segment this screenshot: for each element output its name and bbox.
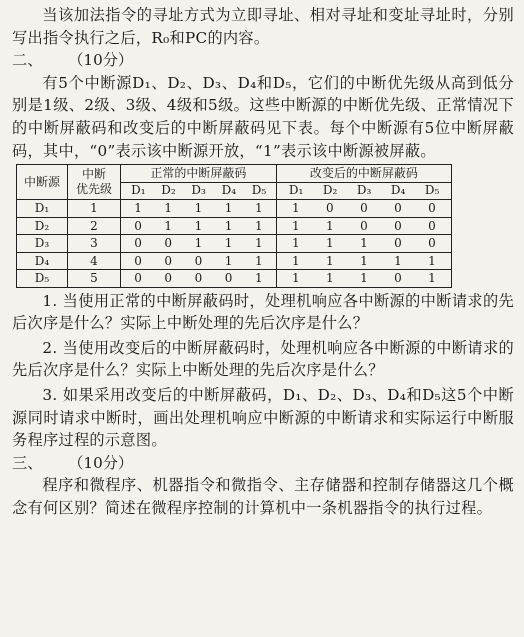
mask-bit: 1 (194, 201, 203, 216)
mask-bit: 0 (394, 271, 402, 286)
mask-bit: 1 (224, 236, 233, 251)
interrupt-mask-table (16, 164, 452, 288)
subheader-d3: D₃ (356, 183, 372, 198)
mask-bit: 0 (164, 236, 173, 251)
section-heading-2 (12, 49, 514, 72)
header-source: 中断源 (17, 165, 68, 200)
mask-bit: 0 (326, 201, 334, 216)
cell-source: D₁ (17, 200, 68, 218)
cell-priority: 4 (68, 252, 121, 270)
section-heading-3 (12, 452, 514, 475)
header-priority-line1: 中断 (81, 167, 106, 182)
mask-bit: 0 (164, 271, 173, 286)
subheader-d2: D₂ (322, 183, 338, 198)
question-2: 2. 当使用改变后的中断屏蔽码时，处理机响应各中断源的中断请求的先后次序是什么？实际上中断处理的先后次序是什么？ (12, 338, 514, 380)
subheader-d5: D₅ (424, 183, 440, 198)
header-priority (68, 165, 121, 200)
mask-bit: 1 (394, 253, 402, 268)
table-header-row (17, 165, 452, 183)
mask-bit: 1 (292, 253, 300, 268)
header-normal-mask: 正常的中断屏蔽码 (121, 165, 277, 183)
header-priority-line2: 优先级 (75, 182, 112, 197)
mask-bit: 1 (194, 218, 203, 233)
cell-changed-mask (276, 252, 451, 270)
cell-source: D₂ (17, 217, 68, 235)
cell-priority: 5 (68, 270, 121, 288)
subheader-d2: D₂ (161, 183, 176, 198)
mask-bit: 0 (194, 253, 203, 268)
mask-bit: 1 (360, 236, 368, 251)
mask-bit: 0 (360, 201, 368, 216)
mask-bit: 0 (224, 271, 233, 286)
mask-bit: 1 (326, 271, 334, 286)
mask-bit: 1 (134, 201, 142, 216)
cell-priority: 2 (68, 217, 121, 235)
mask-bit: 0 (394, 236, 402, 251)
paragraph-interrupt-intro: 有5个中断源D₁、D₂、D₃、D₄和D₅，它们的中断优先级从高到低分别是1级、2级、3级、4级和5级。这些中断源的中断优先级、正常情况下的中断屏蔽码和改变后的中断屏蔽码见下表。每个中断源有5位中断屏蔽码，其中，“0”表示该中断源开放，“1”表示该中断源被屏蔽。 (12, 73, 514, 160)
subheader-d4: D₄ (221, 183, 237, 198)
mask-bit: 0 (134, 271, 142, 286)
cell-priority: 1 (68, 200, 121, 218)
cell-normal-mask (121, 217, 277, 235)
section-number: 二、 (12, 51, 43, 70)
mask-bit: 1 (292, 236, 300, 251)
table-row (17, 252, 452, 270)
header-changed-mask: 改变后的中断屏蔽码 (276, 165, 451, 183)
mask-bit: 0 (134, 236, 142, 251)
cell-source: D₃ (17, 235, 68, 253)
mask-bit: 0 (394, 201, 402, 216)
mask-bit: 1 (360, 271, 368, 286)
question-3: 3. 如果采用改变后的中断屏蔽码，D₁、D₂、D₃、D₄和D₅这5个中断源同时请求中断时，画出处理机响应中断源的中断请求和实际运行中断服务程序过程的示意图。 (12, 386, 514, 450)
mask-bit: 0 (194, 271, 203, 286)
mask-bit: 1 (254, 236, 263, 251)
subheader-d5: D₅ (251, 183, 267, 198)
mask-bit: 1 (428, 271, 436, 286)
cell-normal-mask (121, 252, 277, 270)
section-number: 三、 (12, 453, 43, 472)
mask-bit: 1 (164, 218, 173, 233)
subheader-d4: D₄ (390, 183, 406, 198)
mask-bit: 0 (164, 253, 173, 268)
cell-source: D₅ (17, 270, 68, 288)
cell-changed-mask (276, 235, 451, 253)
mask-bit: 0 (394, 218, 402, 233)
mask-bit: 1 (326, 253, 334, 268)
table-row (17, 235, 452, 253)
cell-normal-mask (121, 270, 277, 288)
cell-priority: 3 (68, 235, 121, 253)
mask-bit: 1 (254, 253, 263, 268)
question-1: 1. 当使用正常的中断屏蔽码时，处理机响应各中断源的中断请求的先后次序是什么？实际上中断处理的先后次序是什么？ (12, 291, 514, 333)
subheader-changed (276, 182, 451, 200)
cell-changed-mask (276, 217, 451, 235)
mask-bit: 1 (326, 236, 334, 251)
mask-bit: 0 (428, 201, 436, 216)
table-row (17, 270, 452, 288)
mask-bit: 1 (428, 253, 436, 268)
subheader-d1: D₁ (131, 183, 146, 198)
mask-bit: 0 (428, 236, 436, 251)
mask-bit: 1 (292, 218, 300, 233)
cell-changed-mask (276, 200, 451, 218)
mask-bit: 1 (194, 236, 203, 251)
subheader-normal (121, 182, 277, 200)
subheader-d1: D₁ (288, 183, 304, 198)
paragraph-microprogram: 程序和微程序、机器指令和微指令、主存储器和控制存储器这几个概念有何区别？简述在微程序控制的计算机中一条机器指令的执行过程。 (12, 476, 514, 517)
mask-bit: 0 (134, 218, 142, 233)
mask-bit: 1 (254, 271, 263, 286)
table-row (17, 217, 452, 235)
mask-bit: 1 (224, 253, 233, 268)
table-row (17, 200, 452, 218)
mask-bit: 1 (224, 218, 233, 233)
mask-bit: 1 (164, 201, 173, 216)
cell-normal-mask (121, 200, 277, 218)
mask-bit: 1 (254, 201, 263, 216)
mask-bit: 1 (360, 253, 368, 268)
mask-bit: 1 (254, 218, 263, 233)
mask-bit: 0 (134, 253, 142, 268)
cell-changed-mask (276, 270, 451, 288)
cell-source: D₄ (17, 252, 68, 270)
section-score: （10分） (75, 51, 134, 70)
subheader-d3: D₃ (191, 183, 206, 198)
mask-bit: 0 (428, 218, 436, 233)
section-score: （10分） (75, 453, 134, 472)
paragraph-addressing: 当该加法指令的寻址方式为立即寻址、相对寻址和变址寻址时，分别写出指令执行之后，R₀和PC的内容。 (12, 6, 514, 47)
mask-bit: 1 (326, 218, 334, 233)
mask-bit: 0 (360, 218, 368, 233)
cell-normal-mask (121, 235, 277, 253)
mask-bit: 1 (292, 201, 300, 216)
mask-bit: 1 (292, 271, 300, 286)
mask-bit: 1 (224, 201, 233, 216)
